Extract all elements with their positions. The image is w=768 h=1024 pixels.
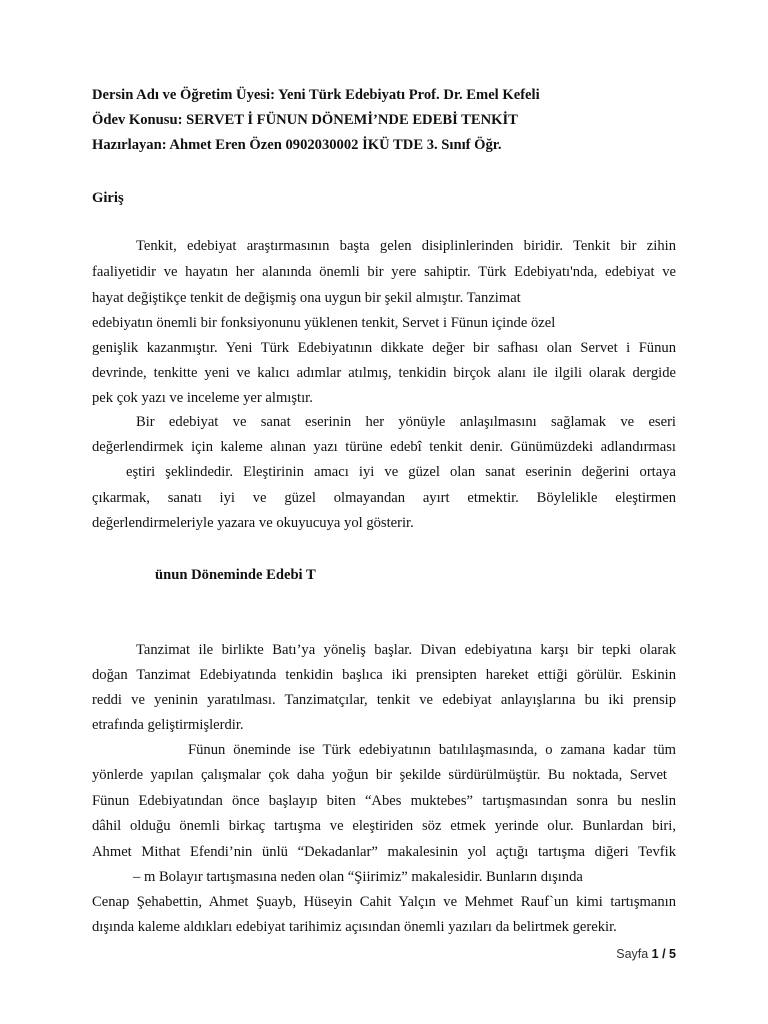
footer-separator: / bbox=[658, 947, 670, 961]
footer-total-pages: 5 bbox=[669, 947, 676, 961]
paragraph-line: faaliyetidir ve hayatın her alanında önemli bir yere sahiptir. Türk Edebiyatı'nda, edebiyat ve bbox=[92, 264, 676, 280]
paragraph-line: – m Bolayır tartışmasına neden olan “Şiirimiz” makalesidir. Bunların dışında bbox=[133, 869, 583, 885]
paragraph-line: etrafında geliştirmişlerdir. bbox=[92, 717, 244, 733]
paragraph-line: reddi ve yeninin yaratılması. Tanzimatçılar, tenkit ve edebiyat anlayışlarına bu iki prensip bbox=[92, 692, 676, 708]
paragraph-line: edebiyatın önemli bir fonksiyonunu yüklenen tenkit, Servet i Fünun içinde özel bbox=[92, 315, 556, 331]
paragraph-line: yönlerde yapılan çalışmalar çok daha yoğun bir şekilde sürdürülmüştür. Bu noktada, Servet bbox=[92, 767, 667, 783]
paragraph-line: değerlendirmek için kaleme alınan yazı türüne edebî tenkit denir. Günümüzdeki adlandırması bbox=[92, 439, 676, 455]
paragraph-line: genişlik kazanmıştır. Yeni Türk Edebiyatının dikkate değer bir safhası olan Servet i Fünun bbox=[92, 340, 676, 356]
paragraph-line: doğan Tanzimat Edebiyatında tenkidin başlıca iki prensipten hareket ettiği görülür. Eskinin bbox=[92, 667, 676, 683]
course-line: Dersin Adı ve Öğretim Üyesi: Yeni Türk Edebiyatı Prof. Dr. Emel Kefeli bbox=[92, 87, 540, 103]
paragraph-line: devrinde, tenkitte yeni ve kalıcı adımlar atılmış, tenkidin birçok alanı ile ilgili olarak dergide bbox=[92, 365, 676, 381]
paragraph-line: dâhil olduğu önemli birkaç tartışma ve eleştiriden söz etmek yerinde olur. Bunlardan biri, bbox=[92, 818, 676, 834]
paragraph-line: Fünun öneminde ise Türk edebiyatının batılılaşmasında, o zamana kadar tüm bbox=[188, 742, 676, 758]
intro-heading: Giriş bbox=[92, 190, 124, 206]
topic-line: Ödev Konusu: SERVET İ FÜNUN DÖNEMİ’NDE EDEBİ TENKİT bbox=[92, 112, 518, 128]
paragraph-line: eştiri şeklindedir. Eleştirinin amacı iyi ve güzel olan sanat eserinin değerini ortaya bbox=[126, 464, 676, 480]
section-heading: ünun Döneminde Edebi T bbox=[155, 567, 316, 583]
footer-label: Sayfa bbox=[616, 947, 652, 961]
paragraph-line: Fünun Edebiyatından önce başlayıp biten “Abes muktebes” tartışmasından sonra bu neslin bbox=[92, 793, 676, 809]
paragraph-line: çıkarmak, sanatı iyi ve güzel olmayandan ayırt etmektir. Böylelikle eleştirmen bbox=[92, 490, 676, 506]
paragraph-line: Ahmet Mithat Efendi’nin ünlü “Dekadanlar” makalesinin yol açtığı tartışma diğeri Tevfik bbox=[92, 844, 676, 860]
paragraph-line: hayat değiştikçe tenkit de değişmiş ona uygun bir şekil almıştır. Tanzimat bbox=[92, 290, 521, 306]
paragraph-line: değerlendirmeleriyle yazara ve okuyucuya yol gösterir. bbox=[92, 515, 414, 531]
paragraph-line: pek çok yazı ve inceleme yer almıştır. bbox=[92, 390, 313, 406]
author-line: Hazırlayan: Ahmet Eren Özen 0902030002 İKÜ TDE 3. Sınıf Öğr. bbox=[92, 137, 502, 153]
footer-current-page: 1 bbox=[651, 947, 659, 961]
paragraph-line: Bir edebiyat ve sanat eserinin her yönüyle anlaşılmasını sağlamak ve eseri bbox=[136, 414, 676, 430]
paragraph-line: dışında kaleme aldıkları edebiyat tarihimiz açısından önemli yazıları da belirtmek gerekir. bbox=[92, 919, 617, 935]
paragraph-line: Cenap Şehabettin, Ahmet Şuayb, Hüseyin Cahit Yalçın ve Mehmet Rauf`un kimi tartışmanın bbox=[92, 894, 676, 910]
page-number-footer bbox=[560, 946, 676, 962]
paragraph-line: Tanzimat ile birlikte Batı’ya yöneliş başlar. Divan edebiyatına karşı bir tepki olarak bbox=[136, 642, 676, 658]
paragraph-line: Tenkit, edebiyat araştırmasının başta gelen disiplinlerinden biridir. Tenkit bir zihin bbox=[136, 238, 676, 254]
